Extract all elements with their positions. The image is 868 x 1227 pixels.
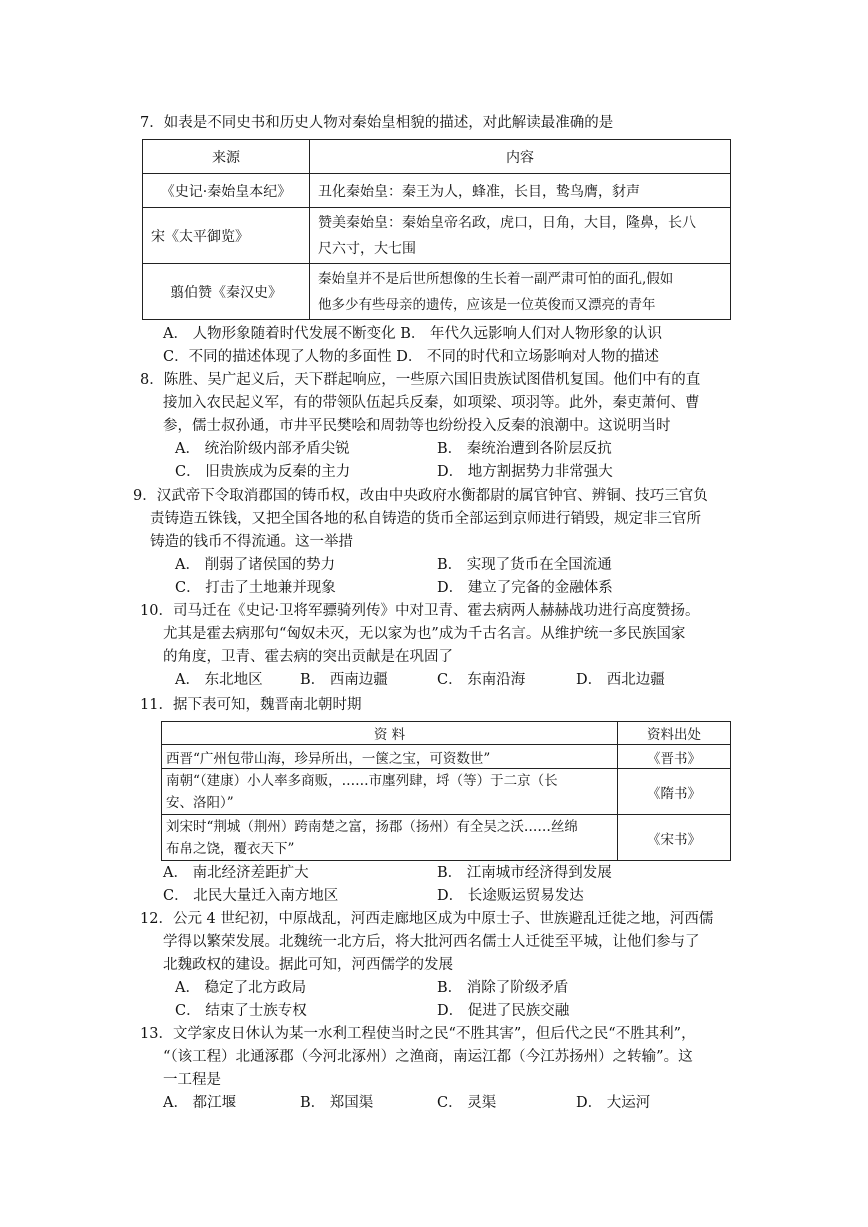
cell-line: 布帛之饶，覆衣天下”	[166, 840, 295, 857]
q10-option-a: A． 东北地区	[175, 672, 263, 688]
q8-stem-line: 8．陈胜、吴广起义后，天下群起响应，一些原六国旧贵族试图借机复国。他们中有的直	[140, 372, 701, 388]
cell-line: 刘宋时“荆城（荆州）跨南楚之富，扬郡（扬州）有全吴之沃……丝绵	[166, 818, 578, 835]
cell-line: 安、洛阳）”	[166, 794, 234, 811]
q9-option-b: B． 实现了货币在全国流通	[437, 557, 612, 573]
q12-stem-line: 学得以繁荣发展。北魏统一北方后，将大批河西名儒士人迁徙至平城，让他们参与了	[163, 934, 700, 950]
q10-option-b: B． 西南边疆	[300, 672, 388, 688]
table-header-content: 内容	[310, 140, 731, 174]
table-row	[162, 745, 731, 769]
cell-line: 西晋“广州包带山海，珍异所出，一箧之宝，可资数世”	[166, 750, 491, 767]
q12-option-a: A． 稳定了北方政局	[175, 980, 307, 996]
q7-option-line: A． 人物形象随着时代发展不断变化 B． 年代久远影响人们对人物形象的认识	[163, 326, 662, 342]
table-cell-text	[162, 745, 618, 769]
q8-stem-line: 接加入农民起义军，有的带领队伍起兵反秦，如项梁、项羽等。此外，秦吏萧何、曹	[163, 395, 700, 411]
table-row	[162, 815, 731, 861]
q9-stem-line: 9．汉武帝下令取消郡国的铸币权，改由中央政府水衡都尉的属官钟官、辨铜、技巧三官负	[133, 488, 708, 504]
table-row	[143, 208, 731, 264]
q7-stem: 7．如表是不同史书和历史人物对秦始皇相貌的描述，对此解读最准确的是	[140, 115, 614, 131]
q13-stem-line: “（该工程）北通涿郡（今河北涿州）之渔商，南运江都（今江苏扬州）之转输”。这	[163, 1049, 693, 1065]
table-cell-content	[310, 264, 731, 320]
q12-stem-line: 12．公元 4 世纪初，中原战乱，河西走廊地区成为中原士子、世族避乱迁徙之地，河西儒	[140, 911, 714, 927]
table-header-row	[143, 140, 731, 174]
q7-option-line: C．不同的描述体现了人物的多面性 D． 不同的时代和立场影响对人物的描述	[163, 349, 659, 365]
q13-stem-line: 13．文学家皮日休认为某一水利工程使当时之民“不胜其害”，但后代之民“不胜其利”，	[140, 1026, 696, 1042]
q9-stem-line: 铸造的钱币不得流通。这一举措	[150, 534, 353, 550]
q13-stem-line: 一工程是	[163, 1072, 221, 1088]
table-header-material: 资 料	[162, 722, 618, 745]
q10-option-d: D． 西北边疆	[576, 672, 665, 688]
q10-stem-line: 尤其是霍去病那句“匈奴未灭，无以家为也”成为千古名言。从维护统一多民族国家	[163, 626, 686, 642]
table-header-source: 资料出处	[618, 722, 731, 745]
table-cell-text	[162, 769, 618, 815]
table-cell-source: 《宋书》	[618, 815, 731, 861]
table-cell-source: 宋《太平御览》	[143, 208, 310, 264]
q8-option-d: D． 地方割据势力非常强大	[437, 464, 613, 480]
q13-option-b: B． 郑国渠	[300, 1095, 374, 1111]
q11-stem: 11．据下表可知，魏晋南北朝时期	[140, 697, 362, 713]
table-header-source: 来源	[143, 140, 310, 174]
cell-line: 赞美秦始皇：秦始皇帝名政，虎口，日角，大目，隆鼻，长八	[318, 214, 696, 231]
q13-option-d: D． 大运河	[576, 1095, 651, 1111]
q11-option-c: C． 北民大量迁入南方地区	[163, 888, 339, 904]
table-cell-source: 《史记·秦始皇本纪》	[143, 174, 310, 208]
q10-stem-line: 10．司马迁在《史记·卫将军骠骑列传》中对卫青、霍去病两人赫赫战功进行高度赞扬。	[140, 603, 700, 619]
table-header-row	[162, 722, 731, 745]
q11-option-b: B． 江南城市经济得到发展	[437, 865, 612, 881]
cell-line: 尺六寸，大七围	[318, 240, 416, 257]
q13-option-c: C． 灵渠	[437, 1095, 497, 1111]
cell-line: 他多少有些母亲的遗传，应该是一位英俊而又漂亮的青年	[318, 296, 656, 313]
table-cell-content	[310, 208, 731, 264]
q9-option-a: A． 削弱了诸侯国的势力	[175, 557, 336, 573]
table-cell-content	[310, 174, 731, 208]
cell-line: 秦始皇并不是后世所想像的生长着一副严肃可怕的面孔,假如	[318, 270, 674, 287]
q11-table	[161, 721, 731, 861]
table-cell-source: 《晋书》	[618, 745, 731, 769]
table-cell-source: 翦伯赞《秦汉史》	[143, 264, 310, 320]
table-row	[162, 769, 731, 815]
q12-option-d: D． 促进了民族交融	[437, 1003, 570, 1019]
q13-option-a: A． 都江堰	[163, 1095, 237, 1111]
q8-stem-line: 参，儒士叔孙通，市井平民樊哙和周勃等也纷纷投入反秦的浪潮中。这说明当时	[163, 418, 671, 434]
table-cell-source: 《隋书》	[618, 769, 731, 815]
q9-stem-line: 责铸造五铢钱，又把全国各地的私自铸造的货币全部运到京师进行销毁，规定非三官所	[150, 511, 701, 527]
table-cell-text	[162, 815, 618, 861]
cell-line: 丑化秦始皇：秦王为人，蜂准，长目，鸷鸟膺，豺声	[318, 183, 640, 200]
q9-option-d: D． 建立了完备的金融体系	[437, 580, 613, 596]
q10-stem-line: 的角度，卫青、霍去病的突出贡献是在巩固了	[163, 649, 453, 665]
q10-option-c: C． 东南沿海	[437, 672, 526, 688]
q12-stem-line: 北魏政权的建设。据此可知，河西儒学的发展	[163, 957, 453, 973]
q8-option-b: B． 秦统治遭到各阶层反抗	[437, 441, 612, 457]
q12-option-c: C． 结束了士族专权	[175, 1003, 307, 1019]
q9-option-c: C． 打击了土地兼并现象	[175, 580, 336, 596]
q8-option-a: A． 统治阶级内部矛盾尖锐	[175, 441, 350, 457]
cell-line: 南朝“（建康）小人率多商贩，……市廛列肆，埒（等）于二京（长	[166, 772, 558, 789]
table-row	[143, 174, 731, 208]
q11-option-a: A． 南北经济差距扩大	[163, 865, 309, 881]
q11-option-d: D． 长途贩运贸易发达	[437, 888, 584, 904]
table-row	[143, 264, 731, 320]
q12-option-b: B． 消除了阶级矛盾	[437, 980, 569, 996]
q7-table	[142, 139, 731, 320]
q8-option-c: C． 旧贵族成为反秦的主力	[175, 464, 351, 480]
